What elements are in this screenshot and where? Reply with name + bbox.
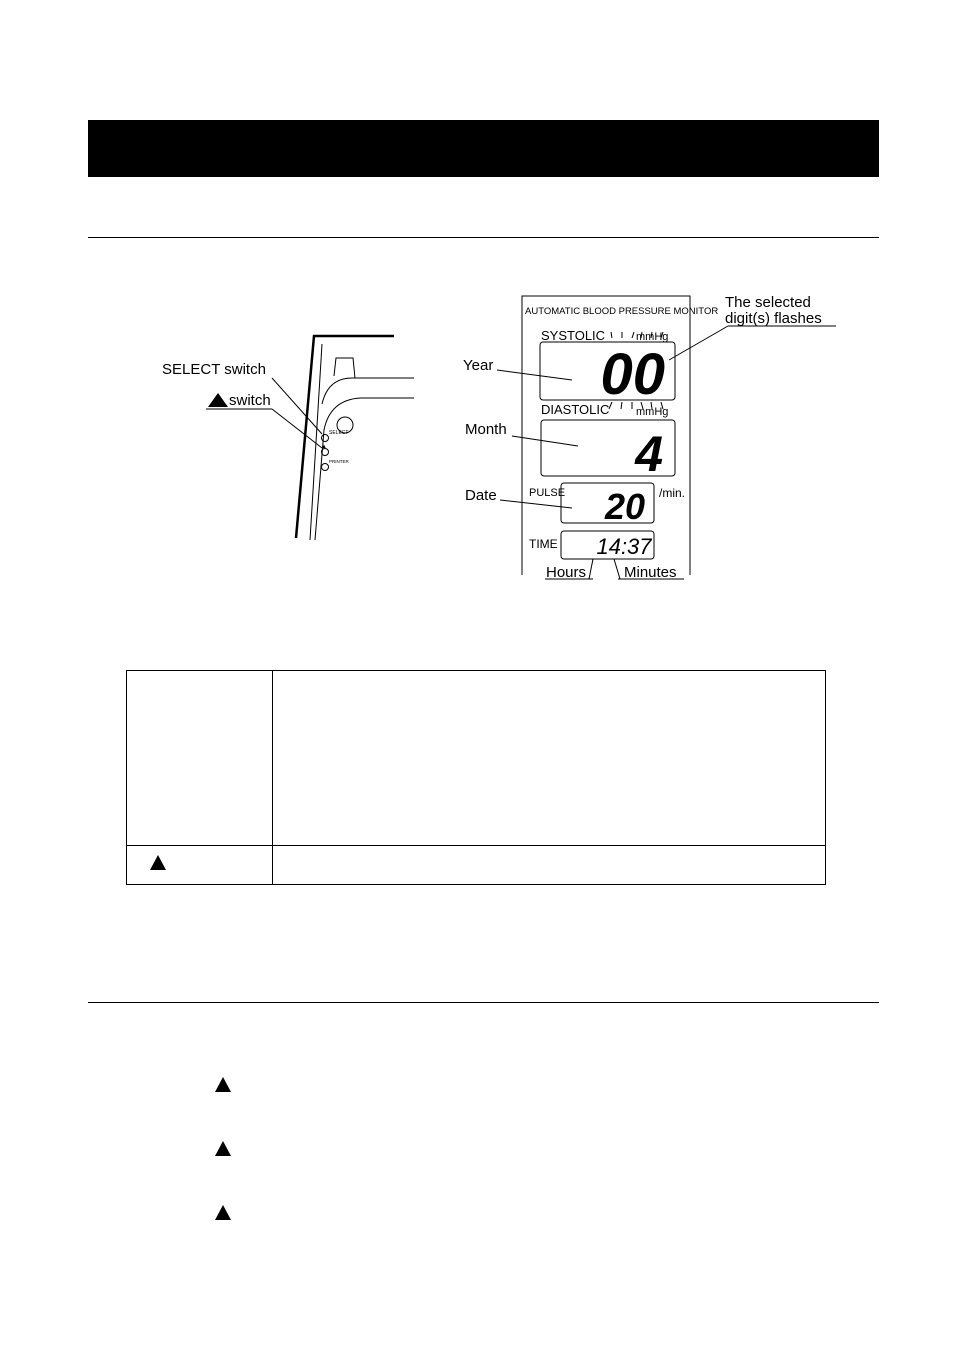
time-digits: 14:37 bbox=[596, 534, 652, 559]
display-figure bbox=[0, 0, 954, 640]
switch-name-cell bbox=[127, 846, 273, 885]
up-triangle-icon bbox=[208, 393, 228, 407]
hours-label: Hours bbox=[546, 564, 587, 581]
up-triangle-icon bbox=[215, 1077, 231, 1092]
diastolic-label: DIASTOLIC bbox=[541, 402, 610, 417]
pulse-unit: /min. bbox=[659, 486, 686, 500]
systolic-unit: mmHg bbox=[636, 331, 669, 343]
up-triangle-icon bbox=[215, 1205, 231, 1220]
month-label: Month bbox=[465, 421, 507, 438]
select-switch-label: SELECT switch bbox=[162, 361, 266, 378]
up-triangle-icon bbox=[150, 855, 166, 870]
year-label: Year bbox=[463, 357, 494, 374]
section-rule-2 bbox=[88, 1002, 879, 1003]
date-label: Date bbox=[465, 487, 497, 504]
month-digits: 4 bbox=[635, 426, 663, 482]
flash-note-line2: digit(s) flashes bbox=[725, 310, 822, 327]
up-switch-label: switch bbox=[229, 392, 271, 409]
device-select-text: SELECT bbox=[329, 430, 349, 436]
table-row bbox=[127, 846, 826, 885]
monitor-brand-text: AUTOMATIC BLOOD PRESSURE MONITOR bbox=[525, 306, 719, 317]
switch-function-table bbox=[126, 670, 826, 885]
table-row bbox=[127, 671, 826, 846]
switch-function-cell bbox=[273, 671, 826, 846]
up-triangle-icon bbox=[215, 1141, 231, 1156]
device-up-text: ▲ bbox=[321, 444, 327, 450]
pulse-label: PULSE bbox=[529, 487, 566, 499]
switch-function-cell bbox=[273, 846, 826, 885]
diastolic-unit: mmHg bbox=[636, 406, 669, 418]
device-printer-text: PRINTER bbox=[329, 459, 349, 464]
time-label: TIME bbox=[529, 537, 558, 551]
flash-note-line1: The selected bbox=[725, 294, 811, 311]
year-digits: 00 bbox=[600, 342, 665, 407]
minutes-label: Minutes bbox=[624, 564, 677, 581]
pulse-digits: 20 bbox=[604, 486, 645, 527]
switch-name-cell bbox=[127, 671, 273, 846]
systolic-label: SYSTOLIC bbox=[541, 328, 606, 343]
